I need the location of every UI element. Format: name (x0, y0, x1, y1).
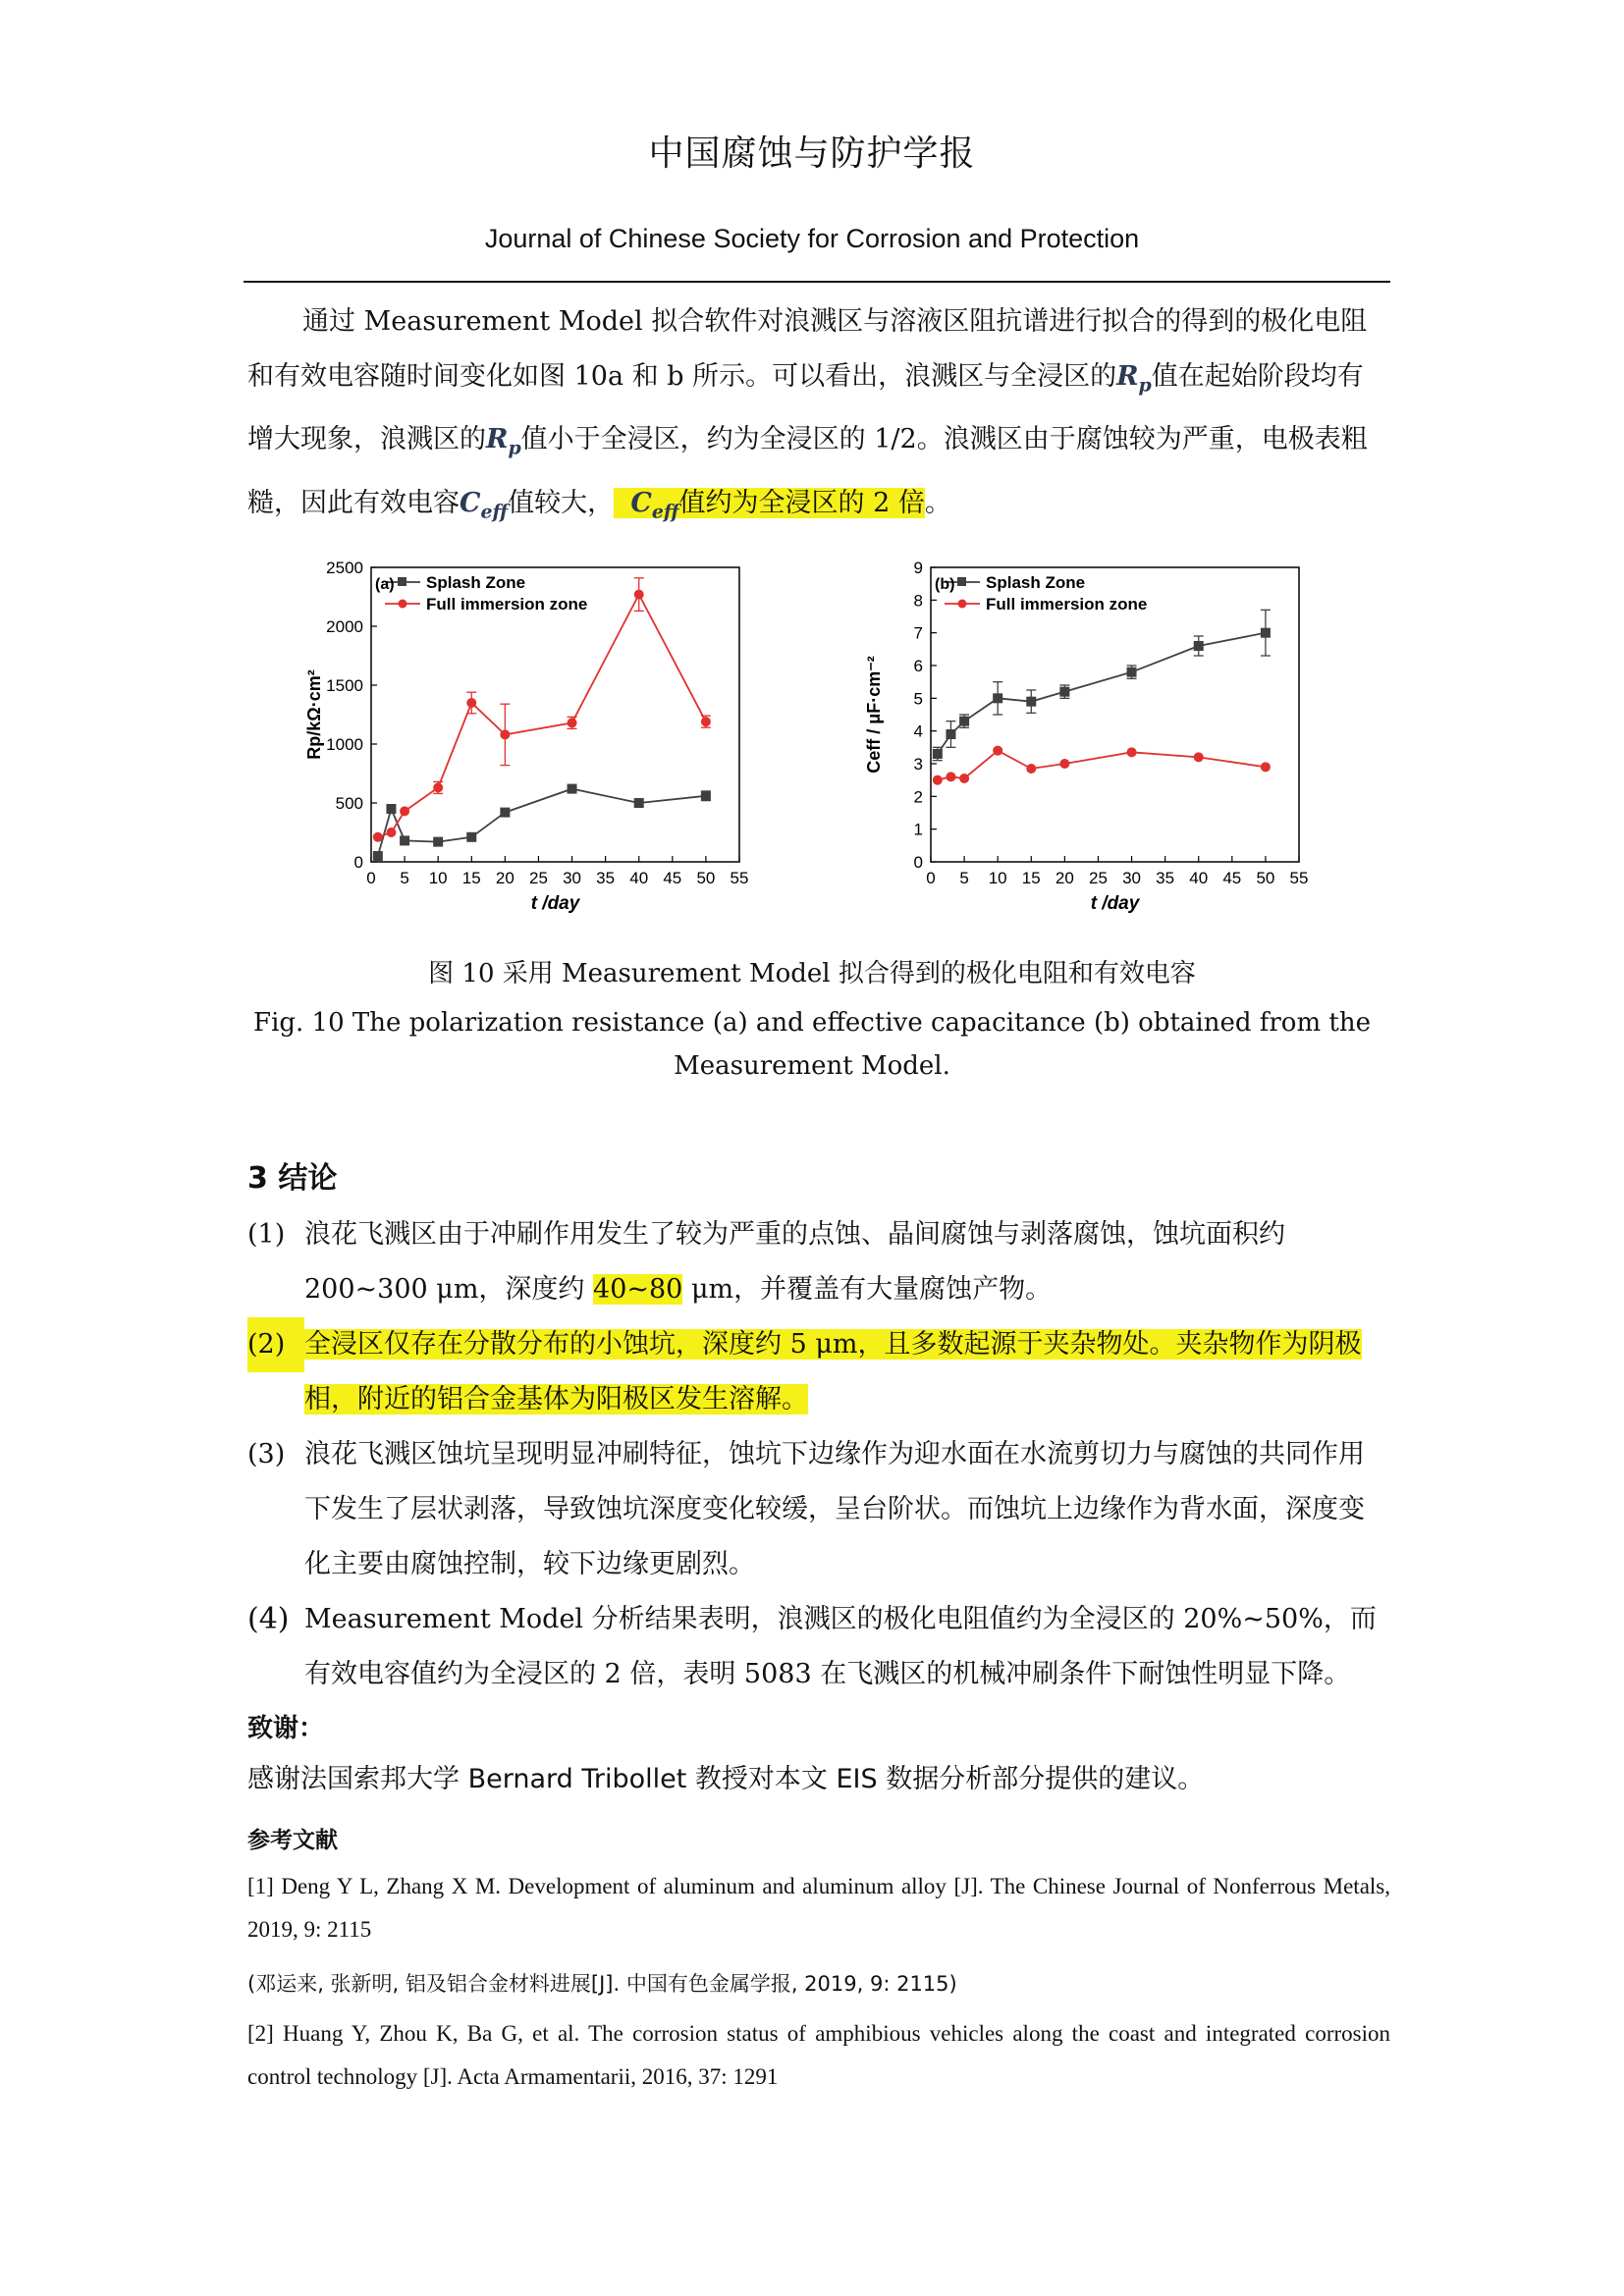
acknowledgement-text: 感谢法国索邦大学 Bernard Tribollet 教授对本文 EIS 数据分析部分提供的建议。 (247, 1764, 1205, 1794)
y-tick-label: 9 (913, 559, 923, 577)
acknowledgement-title: 致谢： (247, 1714, 325, 1743)
conclusion-heading: 3 结论 (247, 1161, 338, 1196)
x-tick-label: 35 (596, 869, 616, 887)
legend-label: Full immersion zone (426, 595, 588, 614)
y-tick-label: 1500 (326, 676, 363, 695)
ceff-symbol: $C_{eff}$ (460, 487, 509, 523)
data-point (568, 718, 577, 727)
y-tick-label: 4 (913, 721, 923, 741)
data-point (1194, 641, 1204, 651)
data-point (993, 693, 1002, 703)
data-point (959, 774, 969, 783)
data-point (1261, 762, 1271, 772)
intro-text-1: 通过 Measurement Model 拟合软件对浪溅区与溶液区阻抗谱进行拟合的得到的极化电阻和有效电容随时间变化如图 10a 和 b 所示。可以看出，浪溅区与全浸区的 (247, 306, 1368, 392)
data-point (433, 837, 443, 847)
data-point (466, 698, 476, 708)
data-point (959, 717, 969, 726)
data-point (1127, 747, 1137, 757)
intro-text-2: 值在起始阶段均有增大现象，浪溅区的 (247, 361, 1364, 455)
legend-label: Splash Zone (986, 573, 1086, 592)
data-point (1261, 628, 1271, 638)
x-tick-label: 5 (959, 869, 969, 887)
reference-2: [2] Huang Y, Zhou K, Ba G, et al. The corrosion status of amphibious vehicles along the coast and integrated corrosion control technology [J]. Acta Armamentarii, 2016, 37: 1291 (247, 2021, 1390, 2089)
x-tick-label: 25 (1088, 869, 1108, 887)
legend-marker (399, 600, 407, 609)
data-point (386, 804, 396, 814)
data-point (634, 798, 644, 808)
x-tick-label: 15 (461, 869, 481, 887)
series-line (378, 789, 706, 856)
x-tick-label: 55 (730, 869, 749, 887)
figure-caption-en-2: Measurement Model. (674, 1051, 950, 1081)
x-tick-label: 40 (1189, 869, 1209, 887)
y-tick-label: 7 (913, 623, 923, 643)
legend-marker (398, 577, 406, 586)
y-tick-label: 5 (913, 689, 923, 709)
rp-symbol: $R_p$ (1116, 361, 1152, 397)
x-tick-label: 25 (528, 869, 548, 887)
y-tick-label: 2 (913, 787, 923, 807)
data-point (1127, 667, 1137, 677)
y-tick-label: 0 (913, 853, 923, 872)
journal-title-cn: 中国腐蚀与防护学报 (648, 133, 976, 174)
y-tick-label: 1 (913, 820, 923, 839)
x-axis-label: t /day (1090, 893, 1140, 914)
intro-text-4: 值较大， (508, 487, 615, 518)
data-point (400, 806, 409, 816)
y-tick-label: 6 (913, 657, 923, 675)
legend-marker (958, 600, 967, 609)
data-point (933, 775, 943, 785)
x-tick-label: 20 (495, 869, 514, 887)
data-point (946, 772, 955, 781)
x-tick-label: 30 (563, 869, 582, 887)
x-tick-label: 5 (400, 869, 409, 887)
data-point (701, 717, 711, 726)
x-tick-label: 0 (926, 869, 936, 887)
y-tick-label: 8 (913, 591, 923, 611)
data-point (386, 828, 396, 837)
ceff-symbol-2: $C_{eff}$ (630, 487, 679, 523)
reference-1-cn: (邓运来, 张新明, 铝及铝合金材料进展[J]. 中国有色金属学报, 2019, 9: 2115) (247, 1972, 957, 1996)
y-tick-label: 500 (335, 794, 363, 813)
panel-label: (b) (935, 576, 955, 593)
conclusion-item-3: (3) 浪花飞溅区蚀坑呈现明显冲刷特征，蚀坑下边缘作为迎水面在水流剪切力与腐蚀的共同作用下发生了层状剥落，导致蚀坑深度变化较缓，呈台阶状。而蚀坑上边缘作为背水面，深度变化主要由腐蚀控制，较下边缘更剧烈。 (247, 1439, 1365, 1579)
legend-marker (957, 577, 966, 586)
x-tick-label: 10 (988, 869, 1007, 887)
data-point (1194, 752, 1204, 762)
journal-title-en: Journal of Chinese Society for Corrosion and Protection (484, 224, 1140, 253)
legend-label: Splash Zone (426, 573, 526, 592)
chart-a (285, 550, 756, 923)
x-tick-label: 15 (1021, 869, 1041, 887)
data-point (1059, 759, 1069, 769)
y-tick-label: 3 (913, 755, 923, 774)
y-tick-label: 2000 (326, 617, 363, 636)
data-point (1059, 687, 1069, 697)
references-title: 参考文献 (247, 1828, 338, 1853)
x-tick-label: 55 (1289, 869, 1309, 887)
conclusion-item-2: (2) 全浸区仅存在分散分布的小蚀坑，深度约 5 μm，且多数起源于夹杂物处。夹杂物作为阴极相，附近的铝合金基体为阳极区发生溶解。 (247, 1317, 1390, 1427)
data-point (433, 782, 443, 792)
y-tick-label: 2500 (326, 559, 363, 577)
x-tick-label: 45 (663, 869, 682, 887)
x-axis-label: t /day (530, 893, 580, 914)
data-point (933, 749, 943, 759)
intro-paragraph: 通过 Measurement Model 拟合软件对浪溅区与溶液区阻抗谱进行拟合的得到的极化电阻和有效电容随时间变化如图 10a 和 b 所示。可以看出，浪溅区与全浸区的$R_p$值在起始阶段均有增大现象，浪溅区的$R_p$值小于全浸区，约为全浸区的 1/2。浪溅区由于腐蚀较为严重，电极表粗糙，因此有效电容$C_{eff}$值较大， $C_{eff}$值约为全浸区的 2 倍。 (247, 306, 1368, 523)
x-tick-label: 20 (1055, 869, 1074, 887)
series-line (938, 751, 1266, 780)
intro-text-3: 值小于全浸区，约为全浸区的 1/2。浪溅区由于腐蚀较为严重，电极表粗糙，因此有效电容 (247, 424, 1368, 518)
data-point (500, 808, 510, 818)
y-tick-label: 1000 (326, 735, 363, 754)
x-tick-label: 50 (696, 869, 716, 887)
figure-caption-en-1: Fig. 10 The polarization resistance (a) and effective capacitance (b) obtained from the (253, 1008, 1371, 1038)
y-axis-label: Ceff / μF·cm⁻² (864, 656, 884, 774)
figure-caption-cn: 图 10 采用 Measurement Model 拟合得到的极化电阻和有效电容 (428, 959, 1196, 988)
panel-label: (a) (375, 576, 395, 593)
x-tick-label: 30 (1122, 869, 1142, 887)
y-axis-label: Rp/kΩ·cm² (304, 669, 324, 760)
conclusion-item-1: (1) 浪花飞溅区由于冲刷作用发生了较为严重的点蚀、晶间腐蚀与剥落腐蚀，蚀坑面积约 200~300 μm，深度约 40~80 μm，并覆盖有大量腐蚀产物。 (247, 1219, 1285, 1305)
x-tick-label: 40 (629, 869, 649, 887)
data-point (1026, 764, 1036, 774)
data-point (701, 791, 711, 801)
data-point (568, 784, 577, 794)
data-point (500, 729, 510, 739)
conclusion-item-4: (4) Measurement Model 分析结果表明，浪溅区的极化电阻值约为全浸区的 20%~50%，而有效电容值约为全浸区的 2 倍，表明 5083 在飞溅区的机械冲刷条件下耐蚀性明显下降。 (247, 1602, 1377, 1689)
data-point (400, 835, 409, 845)
reference-1: [1] Deng Y L, Zhang X M. Development of aluminum and aluminum alloy [J]. The Chinese Journal of Nonferrous Metals, 2019, 9: 2115 (247, 1874, 1390, 1942)
data-point (373, 832, 383, 842)
chart-b (844, 550, 1316, 923)
x-tick-label: 45 (1222, 869, 1242, 887)
y-tick-label: 0 (353, 853, 363, 872)
x-tick-label: 0 (366, 869, 376, 887)
data-point (373, 851, 383, 861)
data-point (634, 590, 644, 600)
data-point (993, 746, 1002, 756)
x-tick-label: 10 (428, 869, 448, 887)
x-tick-label: 50 (1256, 869, 1275, 887)
data-point (466, 832, 476, 842)
intro-highlight: $C_{eff}$值约为全浸区的 2 倍 (614, 488, 925, 518)
legend-label: Full immersion zone (986, 595, 1148, 614)
header-rule (244, 281, 1390, 283)
data-point (946, 729, 955, 739)
rp-symbol-2: $R_p$ (486, 424, 521, 459)
x-tick-label: 35 (1156, 869, 1175, 887)
data-point (1026, 697, 1036, 707)
series-line (938, 633, 1266, 754)
